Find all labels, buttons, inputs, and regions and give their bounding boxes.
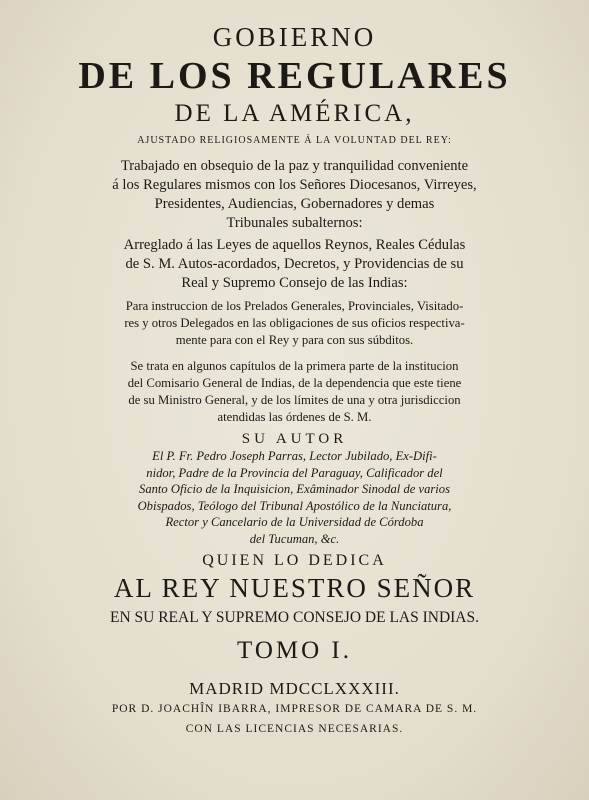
author-credits — [36, 448, 553, 547]
paragraph-arreglado — [36, 236, 553, 293]
author-line: Santo Oficio de la Inquisicion, Exâminador Sinodal de varios — [139, 482, 450, 496]
paragraph-trabajado — [36, 157, 553, 233]
author-line: nidor, Padre de la Provincia del Paraguay, Calificador del — [146, 465, 443, 480]
imprint-license: CON LAS LICENCIAS NECESARIAS. — [185, 723, 404, 735]
text-line: mente para con el Rey y para con sus súbditos. — [175, 333, 414, 347]
title-line-gobierno: GOBIERNO — [212, 22, 377, 52]
author-heading: SU AUTOR — [241, 431, 348, 447]
text-line: res y otros Delegados en las obligaciones de sus oficios respectiva- — [124, 316, 465, 330]
author-line: Rector y Cancelario de la Universidad de Córdoba — [165, 515, 424, 529]
dedication-council: EN SU REAL Y SUPREMO CONSEJO DE LAS INDIAS. — [109, 609, 479, 626]
volume-number: TOMO I. — [237, 637, 352, 664]
author-line: El P. Fr. Pedro Joseph Parras, Lector Jubilado, Ex-Difi- — [152, 449, 437, 463]
title-subtitle: AJUSTADO RELIGIOSAMENTE Á LA VOLUNTAD DEL REY: — [137, 135, 452, 146]
paragraph-instruccion — [36, 298, 553, 349]
imprint-printer: POR D. JOACHÎN IBARRA, IMPRESOR DE CAMARA DE S. M. — [111, 703, 478, 715]
text-line: atendidas las órdenes de S. M. — [217, 410, 372, 424]
author-line: Obispados, Teólogo del Tribunal Apostólico de la Nunciatura, — [137, 498, 452, 513]
text-line: Para instruccion de los Prelados Generales, Provinciales, Visitado- — [125, 299, 464, 313]
text-line: del Comisario General de Indias, de la dependencia que este tiene — [127, 376, 462, 390]
title-line-regulares: DE LOS REGULARES — [78, 55, 511, 97]
text-line: á los Regulares mismos con los Señores Diocesanos, Virreyes, — [112, 177, 477, 193]
text-line: Presidentes, Audiencias, Gobernadores y demas — [154, 196, 435, 212]
dedication-intro: QUIEN LO DEDICA — [202, 552, 387, 569]
text-line: Trabajado en obsequio de la paz y tranquilidad conveniente — [120, 158, 469, 174]
text-line: Arreglado á las Leyes de aquellos Reynos, Reales Cédulas — [123, 237, 466, 253]
text-line: Tribunales subalternos: — [226, 215, 363, 231]
dedication-king: AL REY NUESTRO SEÑOR — [113, 573, 476, 603]
paragraph-capitulos — [36, 358, 553, 426]
text-line: de su Ministro General, y de los límites de una y otra jurisdiccion — [128, 393, 461, 407]
author-line: del Tucuman, &c. — [249, 531, 340, 546]
title-line-america: DE LA AMÉRICA, — [174, 100, 415, 127]
text-line: Se trata en algunos capítulos de la primera parte de la institucion — [130, 359, 459, 373]
imprint-place-year: MADRID MDCCLXXXIII. — [189, 679, 400, 698]
text-line: Real y Supremo Consejo de las Indias: — [181, 275, 408, 291]
text-line: de S. M. Autos-acordados, Decretos, y Providencias de su — [125, 256, 464, 272]
